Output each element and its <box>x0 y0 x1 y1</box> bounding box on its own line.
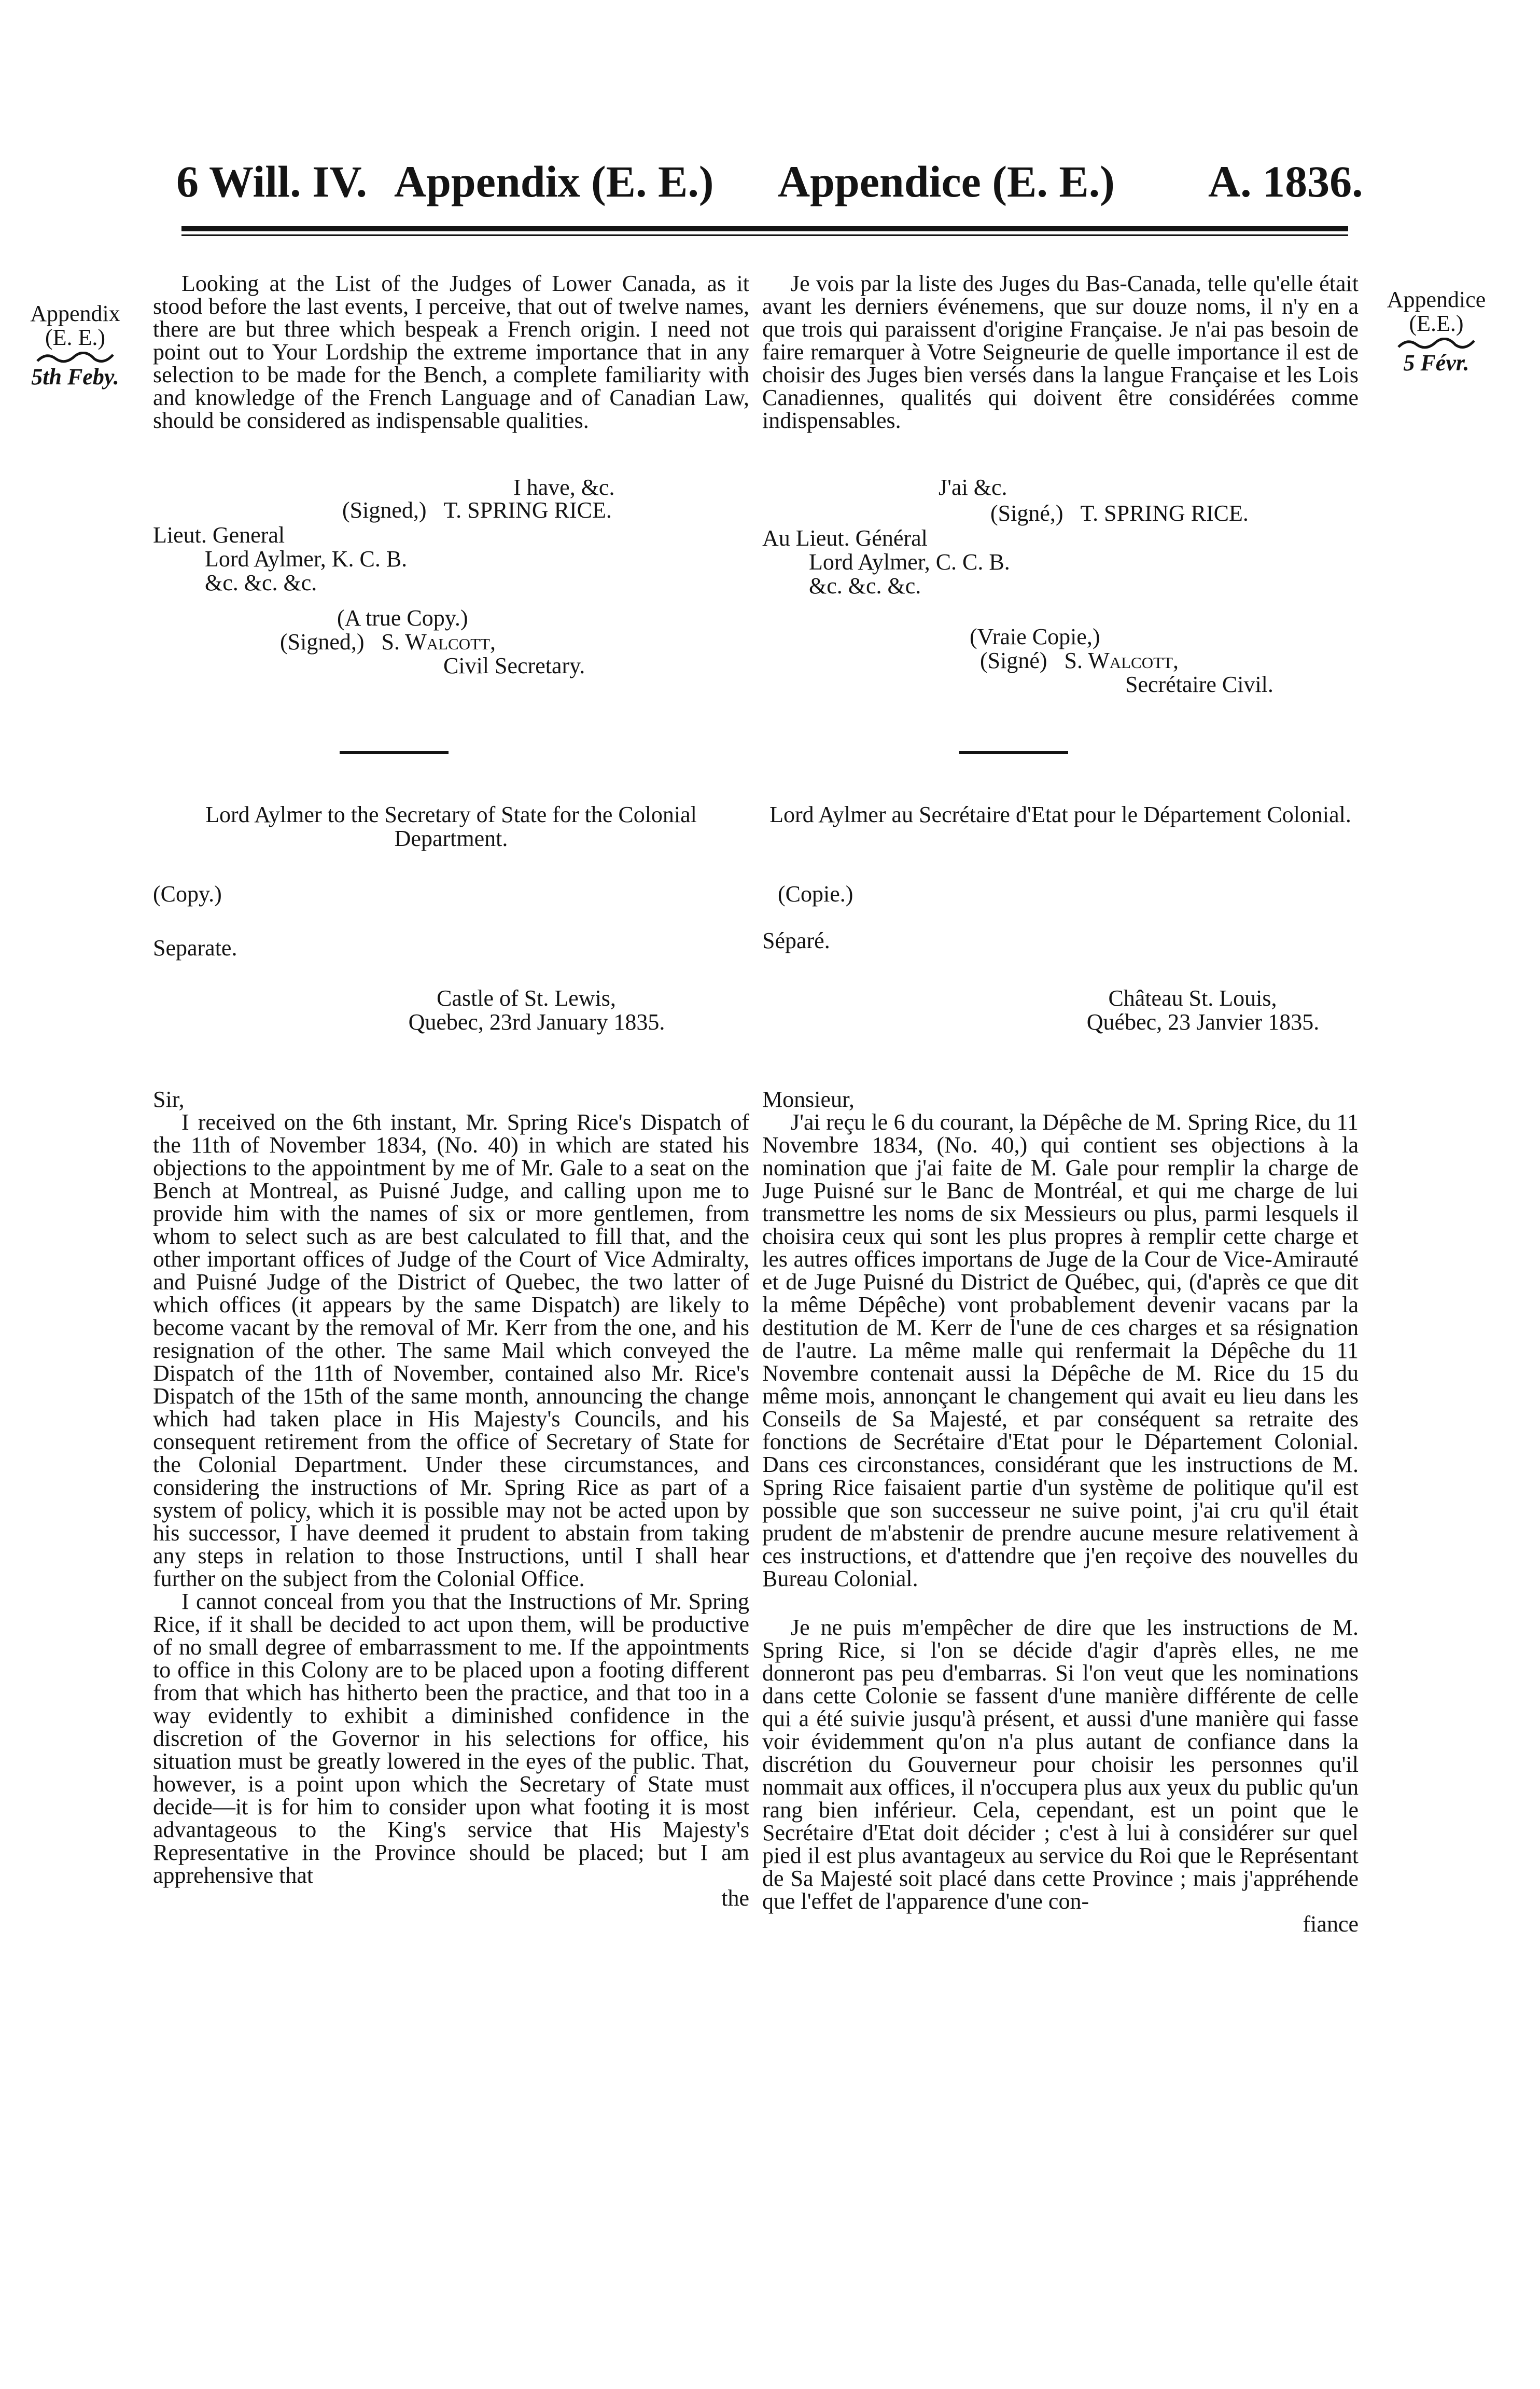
date-line-en: Quebec, 23rd January 1835. <box>408 1009 665 1035</box>
header-session: 6 Will. IV. <box>176 157 368 206</box>
letter2-paragraph-fr: J'ai reçu le 6 du courant, la Dépêche de M. Spring Rice, du 11 Novembre 1834, (No. 40,) qui contient ses objections à la nomination que j'ai faite de M. Gale pour remplir la charge de Juge Puisné sur le Banc de Montréal, et qui me charge de lui transmettre les noms de six Messieurs ou plus, parmi lesquels il choisira ceux qui sont les plus propres à remplir cette charge et les autres offices importans de Juge de la Cour de Vice-Amirauté et de Juge Puisné du District de Québec, qui, (d'après ce que dit la même Dépêche) vont probablement devenir vacans par la destitution de M. Kerr de l'une de ces charges et sa résignation de l'autre. La même malle qui renfermait la Dépêche du 11 Novembre contenait aussi la Dépêche de M. Rice du 15 du même mois, annonçant le changement qui avait eu lieu dans les Conseils de Sa Majesté, et par conséquent sa retraite des fonctions de Secrétaire d'Etat pour le Département Colonial. Dans ces circonstances, considérant que les instructions de M. Spring Rice faisaient partie d'un système de politique qu'il est possible que son successeur ne suive point, j'ai cru qu'il était prudent de m'abstenir de prendre aucune mesure relativement à ces instructions, et d'attendre que j'en reçoive des nouvelles du Bureau Colonial. <box>762 1109 1359 1591</box>
margin-date: 5 Févr. <box>1403 350 1469 376</box>
addressee-name-fr: Lord Aylmer, C. C. B. <box>809 549 1010 575</box>
addressee-etc-fr: &c. &c. &c. <box>809 573 921 599</box>
catchword-en: the <box>721 1885 749 1911</box>
margin-date: 5th Feby. <box>31 364 119 390</box>
true-copy-fr: (Vraie Copie,) <box>970 624 1100 649</box>
catchword-fr: fiance <box>1303 1911 1359 1937</box>
section-divider-fr <box>959 751 1068 754</box>
letter1-body-en <box>153 272 749 432</box>
margin-appendice-code: (E.E.) <box>1409 311 1464 336</box>
closing-fr: J'ai &c. <box>939 475 1007 500</box>
margin-appendice-label: Appendice <box>1387 287 1486 312</box>
page-header <box>0 156 1540 218</box>
letter2-place-en <box>358 987 695 1034</box>
copy-signer-fr: S. Walcott, <box>1064 648 1179 673</box>
signature-line-fr <box>990 502 1249 525</box>
place-line-fr: Château St. Louis, <box>1108 985 1277 1011</box>
copy-signature-en <box>280 631 496 654</box>
signed-label-fr: (Signé,) <box>990 501 1063 526</box>
header-appendix-fr: Appendice (E. E.) <box>778 157 1115 206</box>
section-divider-en <box>340 751 449 754</box>
place-line-en: Castle of St. Lewis, <box>437 985 616 1011</box>
margin-note-left <box>8 302 143 389</box>
salutation-fr: Monsieur, <box>762 1087 855 1112</box>
addressee-rank-fr: Au Lieut. Général <box>762 525 928 551</box>
letter1-body-fr <box>762 272 1359 432</box>
copy-signed-label-fr: (Signé) <box>980 648 1047 673</box>
header-year: A. 1836. <box>1208 157 1363 206</box>
signer-name-en: T. SPRING RICE. <box>443 497 612 523</box>
copy-title-en: Civil Secretary. <box>443 653 585 678</box>
signed-label-en: (Signed,) <box>342 497 427 523</box>
letter2-body-fr <box>762 1088 1359 1936</box>
header-rule <box>181 226 1348 231</box>
margin-appendix-code: (E. E.) <box>45 325 106 350</box>
header-rule-thin <box>181 234 1348 236</box>
addressee-rank-en: Lieut. General <box>153 522 285 548</box>
header-appendix-en: Appendix (E. E.) <box>394 157 714 206</box>
copy-label-en: (Copy.) <box>153 881 222 907</box>
flourish-icon <box>1397 338 1475 349</box>
copy-signed-label-en: (Signed,) <box>280 629 365 655</box>
letter2-body-en <box>153 1088 749 1910</box>
letter1-paragraph-fr: Je vois par la liste des Juges du Bas-Canada, telle qu'elle était avant les derniers événemens, que sur douze noms, il n'y en a que trois qui paraissent d'origine Française. Je n'ai pas besoin de faire remarquer à Votre Seigneurie de quelle importance il est de choisir des Juges bien versés dans la langue Française et les Lois Canadiennes, qualités qui doivent être considérées comme indispensables. <box>762 271 1359 433</box>
letter2-paragraph-en: I received on the 6th instant, Mr. Spring Rice's Dispatch of the 11th of November 1834, (No. 40) in which are stated his objections to the appointment by me of Mr. Gale to a seat on the Bench at Montreal, as Puisné Judge, and calling upon me to provide him with the names of six or more gentlemen, from whom to select such as are best calculated to fill that, and the other important offices of Judge of the Court of Vice Admiralty, and Puisné Judge of the District of Quebec, the two latter of which offices (it appears by the same Dispatch) are likely to become vacant by the removal of Mr. Kerr from the one, and his resignation of the other. The same Mail which conveyed the Dispatch of the 11th of November, contained also Mr. Rice's Dispatch of the 15th of the same month, announcing the change which had taken place in His Majesty's Councils, and his consequent retirement from the office of Secretary of State for the Colonial Department. Under these circumstances, and considering the instructions of Mr. Spring Rice as part of a system of policy, which it is possible may not be acted upon by his successor, I have deemed it prudent to abstain from taking any steps in relation to those Instructions, until I shall hear further on the subject from the Colonial Office. <box>153 1109 749 1591</box>
addressee-etc-en: &c. &c. &c. <box>205 570 317 595</box>
letter2-paragraph-en: I cannot conceal from you that the Instructions of Mr. Spring Rice, if it shall be decided to act upon them, will be productive of no small degree of embarrassment to me. If the appointments to office in this Colony are to be placed upon a footing different from that which has hitherto been the practice, and that too in a way evidently to exhibit a diminished confidence in the discretion of the Governor in his selections for office, his situation must be greatly lowered in the eyes of the public. That, however, is a point upon which the Secretary of State must decide—it is for him to consider upon what footing it is most advantageous to the King's service that His Majesty's Representative in the Province should be placed; but I am apprehensive that <box>153 1589 749 1888</box>
signer-name-fr: T. SPRING RICE. <box>1080 501 1249 526</box>
date-line-fr: Québec, 23 Janvier 1835. <box>1086 1009 1320 1035</box>
letter2-paragraph-fr: Je ne puis m'empêcher de dire que les instructions de M. Spring Rice, si l'on se décide d'agir d'après elles, ne me donneront pas peu d'embarras. Si l'on veut que les nominations dans cette Colonie se fassent d'une manière différente de celle qui a été suivie jusqu'à présent, et aussi d'une manière qui fasse voir évidemment qu'on n'a plus autant de confiance dans la discrétion du Gouverneur pour choisir les personnes qu'il nommait aux offices, il n'occupera plus aux yeux du public qu'un rang bien inférieur. Cela, cependant, est un point que le Secrétaire d'Etat doit décider ; c'est à lui à considérer sur quel pied il est plus avantageux au service du Roi que le Représentant de Sa Majesté soit placé dans cette Province ; mais j'appréhende que l'effet de l'apparence d'une con- <box>762 1615 1359 1914</box>
margin-note-right <box>1364 288 1509 375</box>
margin-appendix-label: Appendix <box>30 301 120 326</box>
letter2-title-fr: Lord Aylmer au Secrétaire d'Etat pour le Département Colonial. <box>769 802 1351 827</box>
letter2-title-en: Lord Aylmer to the Secretary of State for the Colonial Department. <box>205 802 697 851</box>
copy-signer-en: S. Walcott, <box>381 629 496 655</box>
letter1-paragraph-en: Looking at the List of the Judges of Lower Canada, as it stood before the last events, I perceive, that out of twelve names, there are but three which bespeak a French origin. I need not point out to Your Lordship the extreme importance that in any selection to be made for the Bench, a complete familiarity with and knowledge of the French Language and of Canadian Law, should be considered as indispensable qualities. <box>153 271 749 433</box>
salutation-en: Sir, <box>153 1087 185 1112</box>
flourish-icon <box>36 352 114 363</box>
separate-label-fr: Séparé. <box>762 928 830 953</box>
separate-label-en: Separate. <box>153 935 237 961</box>
letter2-place-fr <box>1027 987 1359 1034</box>
copy-title-fr: Secrétaire Civil. <box>1125 672 1273 697</box>
addressee-name-en: Lord Aylmer, K. C. B. <box>205 546 408 572</box>
signature-line-en <box>342 499 612 522</box>
copy-label-fr: (Copie.) <box>778 881 853 907</box>
true-copy-en: (A true Copy.) <box>337 605 468 631</box>
copy-signature-fr <box>980 649 1179 672</box>
closing-en: I have, &c. <box>513 475 615 500</box>
